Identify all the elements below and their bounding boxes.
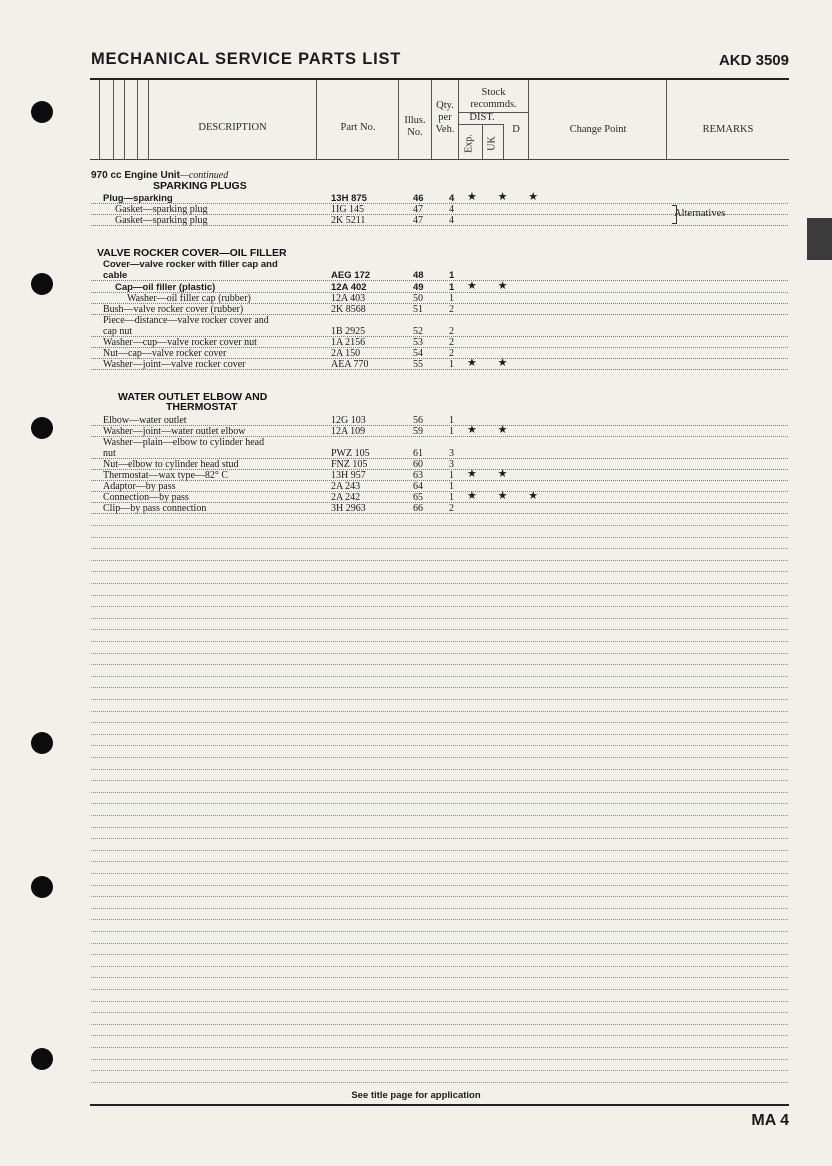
blank-line [91, 1035, 788, 1037]
blank-line [91, 537, 788, 539]
part-number: 1IG 145 [331, 204, 365, 215]
unit-name: 970 cc Engine Unit [91, 170, 180, 181]
parts-row [91, 193, 788, 204]
parts-row [91, 359, 788, 370]
blank-line [91, 908, 788, 910]
part-description: Plug—sparking [103, 193, 173, 204]
part-description: Piece—distance—valve rocker cover and [103, 315, 269, 326]
blank-line [91, 1012, 788, 1014]
blank-line [91, 780, 788, 782]
illus-number: 50 [413, 293, 423, 304]
illus-number: 63 [413, 470, 423, 481]
illus-number: 59 [413, 426, 423, 437]
quantity: 1 [449, 415, 454, 426]
parts-row [91, 415, 788, 426]
part-description: Clip—by pass connection [103, 503, 207, 514]
blank-line [91, 525, 788, 527]
blank-line [91, 989, 788, 991]
punch-hole [31, 732, 53, 754]
part-description: Washer—oil filler cap (rubber) [127, 293, 251, 304]
remarks-note: Alternatives [674, 208, 726, 219]
illus-number: 54 [413, 348, 423, 359]
part-number: 12A 402 [331, 282, 367, 293]
blank-line [91, 583, 788, 585]
part-description: Bush—valve rocker cover (rubber) [103, 304, 244, 315]
dist-header: DIST. [469, 112, 495, 123]
parts-row [91, 282, 788, 293]
quantity: 1 [449, 293, 454, 304]
blank-line [91, 560, 788, 562]
blank-line [91, 653, 788, 655]
illus-number: 64 [413, 481, 423, 492]
parts-row [91, 326, 788, 337]
part-description: Adaptor—by pass [103, 481, 176, 492]
part-description: nut [103, 448, 116, 459]
stock-stars: ★ ★ ★ [467, 490, 548, 502]
part-number: 2A 242 [331, 492, 361, 503]
illus-number: 52 [413, 326, 423, 337]
part-description: Elbow—water outlet [103, 415, 187, 426]
section-title: WATER OUTLET ELBOW AND [118, 391, 268, 403]
part-number: 3H 2963 [331, 503, 366, 514]
part-number: AEG 172 [331, 270, 371, 281]
blank-line [91, 1082, 788, 1084]
index-tab [807, 218, 832, 260]
blank-line [91, 1070, 788, 1072]
illus-number: 46 [413, 193, 424, 204]
description-header: DESCRIPTION [198, 122, 267, 133]
parts-row [91, 426, 788, 437]
part-number: 1A 2156 [331, 337, 366, 348]
punch-hole [31, 273, 53, 295]
quantity: 4 [449, 193, 455, 204]
parts-row [91, 348, 788, 359]
parts-row [91, 270, 788, 281]
illus-number: 47 [413, 204, 423, 215]
parts-row [91, 481, 788, 492]
quantity: 2 [449, 304, 454, 315]
illus-number: 49 [413, 282, 424, 293]
quantity: 1 [449, 359, 454, 370]
blank-line [91, 734, 788, 736]
blank-line [91, 571, 788, 573]
application-note: See title page for application [351, 1090, 481, 1101]
part-number: 2A 243 [331, 481, 361, 492]
blank-line [91, 548, 788, 550]
blank-line [91, 687, 788, 689]
continued-note: —continued [179, 170, 229, 181]
d-header: D [512, 124, 520, 135]
blank-line [91, 769, 788, 771]
blank-line [91, 815, 788, 817]
part-description: Washer—cup—valve rocker cover nut [103, 337, 257, 348]
blank-line [91, 1024, 788, 1026]
uk-header: UK [486, 136, 498, 151]
parts-row [91, 470, 788, 481]
blank-line [91, 885, 788, 887]
parts-row [91, 304, 788, 315]
blank-line [91, 618, 788, 620]
illus-no-header: Illus. No. [404, 115, 426, 138]
punch-hole [31, 417, 53, 439]
parts-row [91, 437, 788, 448]
quantity: 3 [449, 448, 454, 459]
blank-line [91, 606, 788, 608]
section-title: VALVE ROCKER COVER—OIL FILLER [97, 247, 287, 259]
blank-line [91, 954, 788, 956]
blank-line [91, 1059, 788, 1061]
part-description: Washer—joint—valve rocker cover [103, 359, 246, 370]
part-description: Nut—elbow to cylinder head stud [103, 459, 239, 470]
part-description: cable [103, 270, 128, 281]
remarks-header: REMARKS [702, 124, 754, 135]
parts-row [91, 503, 788, 514]
blank-line [91, 931, 788, 933]
blank-line [91, 896, 788, 898]
blank-line [91, 699, 788, 701]
quantity: 2 [449, 326, 454, 337]
part-description: Gasket—sparking plug [115, 204, 208, 215]
blank-line [91, 595, 788, 597]
section-title: THERMOSTAT [166, 401, 238, 413]
blank-line [91, 977, 788, 979]
blank-line [91, 861, 788, 863]
blank-line [91, 1047, 788, 1049]
illus-number: 56 [413, 415, 423, 426]
quantity: 4 [449, 204, 454, 215]
blank-line [91, 803, 788, 805]
illus-number: 55 [413, 359, 423, 370]
parts-row [91, 315, 788, 326]
blank-line [91, 757, 788, 759]
stock-stars: ★ ★ [467, 424, 517, 436]
blank-line [91, 641, 788, 643]
parts-row [91, 337, 788, 348]
blank-line [91, 1001, 788, 1003]
part-number: PWZ 105 [331, 448, 370, 459]
stock-header: Stock recommds. [470, 87, 517, 110]
part-number: 1B 2925 [331, 326, 366, 337]
exp-header: Exp. [463, 134, 475, 153]
section-title: SPARKING PLUGS [153, 180, 247, 192]
quantity: 1 [449, 270, 455, 281]
part-description: Connection—by pass [103, 492, 189, 503]
blank-line [91, 711, 788, 713]
quantity: 2 [449, 348, 454, 359]
blank-line [91, 850, 788, 852]
page-title: MECHANICAL SERVICE PARTS LIST [91, 50, 402, 68]
part-number: 13H 875 [331, 193, 367, 204]
blank-line [91, 792, 788, 794]
blank-line [91, 919, 788, 921]
stock-stars: ★ ★ ★ [467, 191, 548, 203]
quantity: 2 [449, 337, 454, 348]
stock-stars: ★ ★ [467, 468, 517, 480]
quantity: 1 [449, 282, 455, 293]
parts-row [91, 259, 788, 270]
blank-line [91, 722, 788, 724]
blank-line [91, 827, 788, 829]
footer-rule [90, 1104, 789, 1106]
blank-line [91, 966, 788, 968]
illus-number: 48 [413, 270, 424, 281]
part-description: Washer—plain—elbow to cylinder head [103, 437, 265, 448]
parts-row [91, 492, 788, 503]
page-number: MA 4 [751, 1112, 789, 1129]
quantity: 1 [449, 492, 454, 503]
blank-line [91, 676, 788, 678]
quantity: 1 [449, 470, 454, 481]
blank-line [91, 838, 788, 840]
quantity: 3 [449, 459, 454, 470]
part-number: 12A 403 [331, 293, 366, 304]
part-description: Thermostat—wax type—82° C [103, 470, 229, 481]
qty-header: Qty. per Veh. [435, 100, 455, 135]
quantity: 4 [449, 215, 454, 226]
part-number: 2A 150 [331, 348, 361, 359]
stock-stars: ★ ★ [467, 357, 517, 369]
parts-row [91, 459, 788, 470]
change-point-header: Change Point [569, 124, 627, 135]
blank-line [91, 745, 788, 747]
quantity: 1 [449, 426, 454, 437]
punch-hole [31, 876, 53, 898]
blank-line [91, 873, 788, 875]
part-description: cap nut [103, 326, 133, 337]
part-number: 12A 109 [331, 426, 366, 437]
punch-hole [31, 1048, 53, 1070]
stock-stars: ★ ★ [467, 280, 517, 292]
blank-line [91, 664, 788, 666]
part-number: 2K 8568 [331, 304, 366, 315]
part-description: Nut—cap—valve rocker cover [103, 348, 227, 359]
part-number: 12G 103 [331, 415, 366, 426]
illus-number: 47 [413, 215, 423, 226]
illus-number: 61 [413, 448, 423, 459]
illus-number: 60 [413, 459, 423, 470]
illus-number: 66 [413, 503, 423, 514]
quantity: 1 [449, 481, 454, 492]
document-code: AKD 3509 [718, 52, 789, 69]
part-number: AEA 770 [331, 359, 369, 370]
header-rule [90, 78, 789, 80]
part-number: 2K 5211 [331, 215, 366, 226]
illus-number: 65 [413, 492, 423, 503]
part-number: FNZ 105 [331, 459, 368, 470]
part-number: 13H 957 [331, 470, 366, 481]
part-description: Gasket—sparking plug [115, 215, 208, 226]
blank-line [91, 943, 788, 945]
quantity: 2 [449, 503, 454, 514]
parts-row [91, 293, 788, 304]
part-description: Cap—oil filler (plastic) [115, 282, 216, 293]
blank-line [91, 629, 788, 631]
punch-hole [31, 101, 53, 123]
illus-number: 53 [413, 337, 423, 348]
part-no-header: Part No. [340, 122, 376, 133]
part-description: Washer—joint—water outlet elbow [103, 426, 246, 437]
part-description: Cover—valve rocker with filler cap and [103, 259, 278, 270]
parts-row [91, 448, 788, 459]
illus-number: 51 [413, 304, 423, 315]
